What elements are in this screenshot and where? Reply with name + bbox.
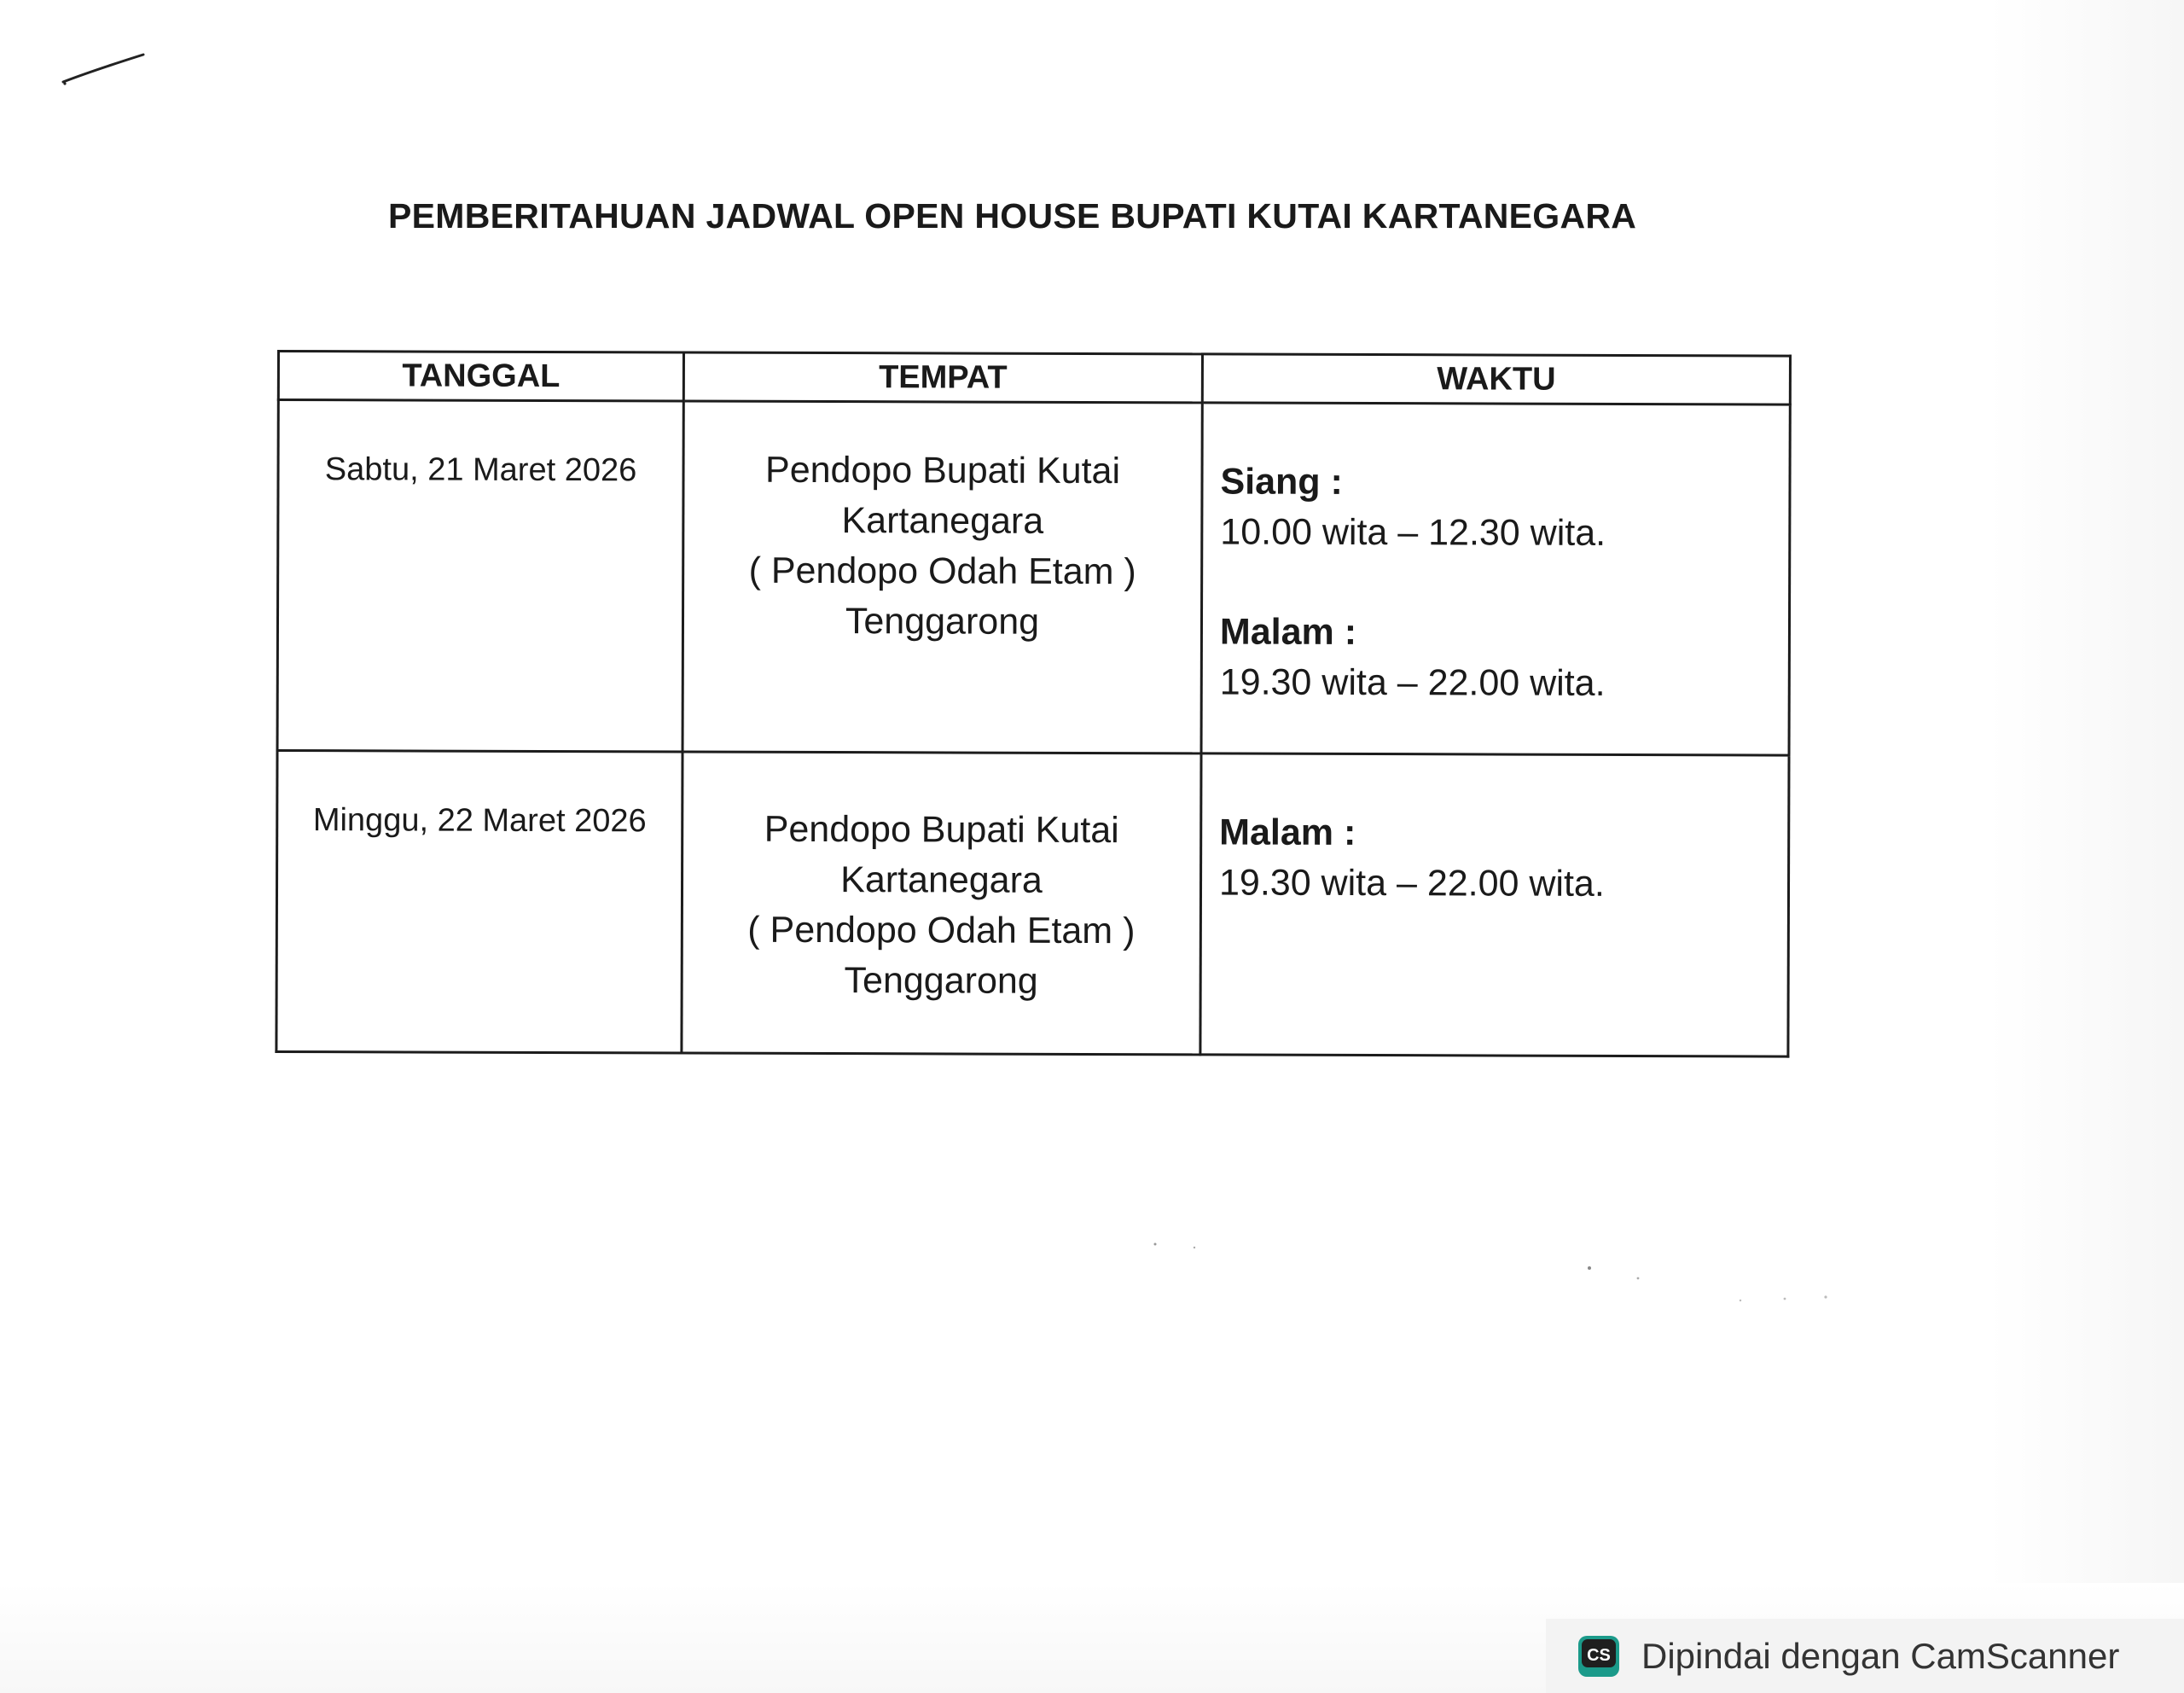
time-slot-range: 19.30 wita – 22.00 wita.: [1219, 661, 1606, 704]
time-slots: [1203, 404, 1789, 709]
time-slot-label: Malam :: [1219, 611, 1357, 653]
date-text: Sabtu, 21 Maret 2026: [324, 451, 637, 489]
place-line: Tenggarong: [844, 960, 1038, 1002]
table-row: [276, 751, 1789, 1057]
table-row: [277, 400, 1790, 756]
pen-stroke-mark: [60, 44, 154, 87]
place-line: Kartanegara: [840, 859, 1043, 901]
scan-dust-specks: [1143, 1237, 1860, 1306]
place-cell: [682, 401, 1202, 753]
camscanner-watermark: [1546, 1619, 2184, 1693]
time-slots: [1202, 754, 1788, 910]
time-cell: [1200, 753, 1789, 1056]
scan-shadow-right: [1988, 0, 2184, 1693]
place-text: [684, 403, 1201, 649]
place-line: ( Pendopo Odah Etam ): [747, 909, 1136, 952]
date-text: Minggu, 22 Maret 2026: [312, 802, 647, 840]
time-slot-range: 10.00 wita – 12.30 wita.: [1220, 511, 1606, 554]
time-slot: [1219, 807, 1787, 910]
date-cell: [276, 751, 682, 1053]
camscanner-watermark-text: Dipindai dengan CamScanner: [1641, 1636, 2120, 1676]
time-slot-range: 19.30 wita – 22.00 wita.: [1218, 862, 1605, 905]
header-tempat: TEMPAT: [683, 352, 1202, 403]
time-slot-label: Malam :: [1219, 812, 1356, 853]
place-line: Pendopo Bupati Kutai: [764, 449, 1121, 492]
place-line: Tenggarong: [845, 601, 1040, 643]
schedule-table: [275, 350, 1792, 1058]
time-cell: [1201, 403, 1790, 755]
camscanner-logo-text: CS: [1587, 1646, 1611, 1665]
header-waktu: WAKTU: [1202, 354, 1790, 404]
header-tanggal: TANGGAL: [278, 352, 683, 401]
time-slot-label: Siang :: [1220, 461, 1343, 503]
place-cell: [682, 752, 1201, 1055]
table-header-row: [278, 352, 1790, 405]
place-line: ( Pendopo Odah Etam ): [748, 550, 1136, 593]
place-text: [683, 753, 1200, 1007]
camscanner-logo-icon: [1578, 1636, 1619, 1677]
time-slot: [1220, 457, 1788, 559]
place-line: Pendopo Bupati Kutai: [764, 808, 1119, 852]
date-cell: [277, 400, 683, 752]
time-slot: [1220, 607, 1788, 709]
document-title: PEMBERITAHUAN JADWAL OPEN HOUSE BUPATI KUTAI KARTANEGARA: [388, 196, 1637, 236]
place-line: Kartanegara: [841, 500, 1044, 542]
